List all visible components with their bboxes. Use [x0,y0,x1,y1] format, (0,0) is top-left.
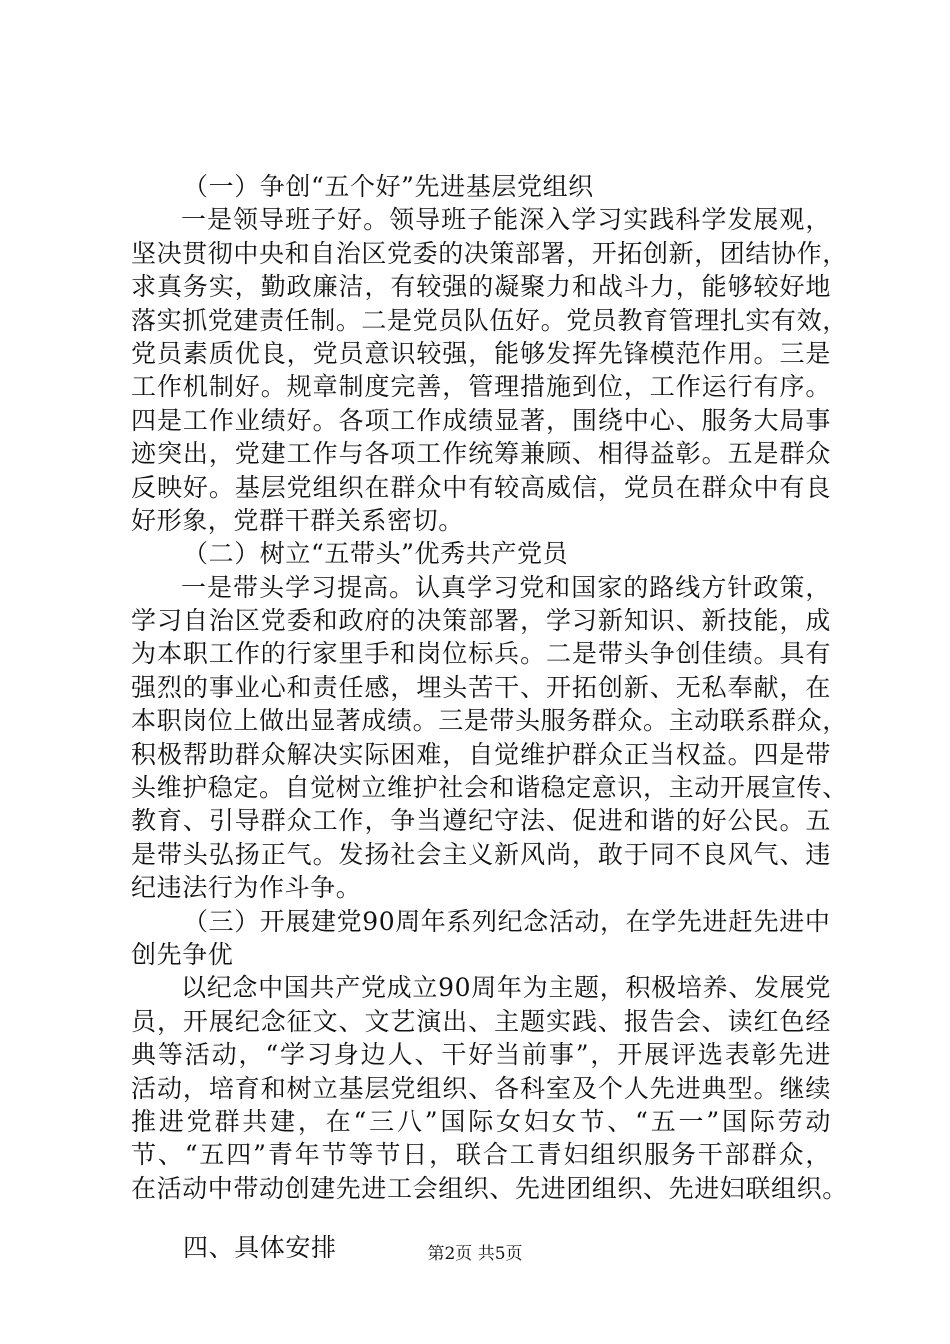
paragraph-line: 推进党群共建，在“三八”国际女妇女节、“五一”国际劳动 [131,1106,831,1136]
paragraph-line: 坚决贯彻中央和自治区党委的决策部署，开拓创新，团结协作， [131,238,848,268]
paragraph-line: 求真务实，勤政廉洁，有较强的凝聚力和战斗力，能够较好地 [131,272,831,302]
paragraph-line: 头维护稳定。自觉树立维护社会和谐稳定意识，主动开展宣传、 [131,773,848,803]
paragraph-line: 活动，培育和树立基层党组织、各科室及个人先进典型。继续 [131,1073,831,1103]
page-footer: 第2页 共5页 [427,1244,523,1264]
paragraph-line: 迹突出，党建工作与各项工作统筹兼顾、相得益彰。五是群众 [131,439,831,469]
section-heading-3: （三）开展建党90周年系列纪念活动，在学先进赶先进中 [183,906,831,936]
section-heading-1: （一）争创“五个好”先进基层党组织 [183,172,594,201]
paragraph-line: 积极帮助群众解决实际困难，自觉维护群众正当权益。四是带 [131,739,831,769]
paragraph-gap [131,1205,831,1231]
paragraph-line: 纪违法行为作斗争。 [131,873,362,903]
section-heading-3-continued: 创先争优 [131,939,234,969]
paragraph-line: 反映好。基层党组织在群众中有较高威信，党员在群众中有良 [131,472,831,502]
paragraph-line: 一是领导班子好。领导班子能深入学习实践科学发展观， [181,205,831,235]
paragraph-line: 学习自治区党委和政府的决策部署，学习新知识、新技能，成 [131,606,831,636]
paragraph-line: 以纪念中国共产党成立90周年为主题，积极培养、发展党 [181,973,831,1003]
paragraph-line: 教育、引导群众工作，争当遵纪守法、促进和谐的好公民。五 [131,806,831,836]
section-heading-4: 四、具体安排 [183,1233,337,1263]
document-body [131,170,848,1265]
paragraph-line: 党员素质优良，党员意识较强，能够发挥先锋模范作用。三是 [131,338,831,368]
section-heading-2: （二）树立“五带头”优秀共产党员 [183,539,569,569]
paragraph-line: 是带头弘扬正气。发扬社会主义新风尚，敢于同不良风气、违 [131,839,831,869]
paragraph-line: 一是带头学习提高。认真学习党和国家的路线方针政策， [181,572,831,602]
paragraph-line: 好形象，党群干群关系密切。 [131,505,464,535]
paragraph-line: 为本职工作的行家里手和岗位标兵。二是带头争创佳绩。具有 [131,639,831,669]
paragraph-line: 节、“五四”青年节等节日，联合工青妇组织服务干部群众， [131,1140,831,1170]
paragraph-line: 强烈的事业心和责任感，埋头苦干、开拓创新、无私奉献，在 [131,672,831,702]
paragraph-line: 本职岗位上做出显著成绩。三是带头服务群众。主动联系群众， [131,706,848,736]
paragraph-line: 典等活动，“学习身边人、干好当前事”，开展评选表彰先进 [131,1040,831,1070]
paragraph-line: 在活动中带动创建先进工会组织、先进团组织、先进妇联组织。 [131,1173,848,1203]
paragraph-line: 四是工作业绩好。各项工作成绩显著，围绕中心、服务大局事 [131,405,831,435]
paragraph-line: 员，开展纪念征文、文艺演出、主题实践、报告会、读红色经 [131,1006,831,1036]
paragraph-line: 工作机制好。规章制度完善，管理措施到位，工作运行有序。 [131,372,831,402]
paragraph-line: 落实抓党建责任制。二是党员队伍好。党员教育管理扎实有效， [131,305,848,335]
